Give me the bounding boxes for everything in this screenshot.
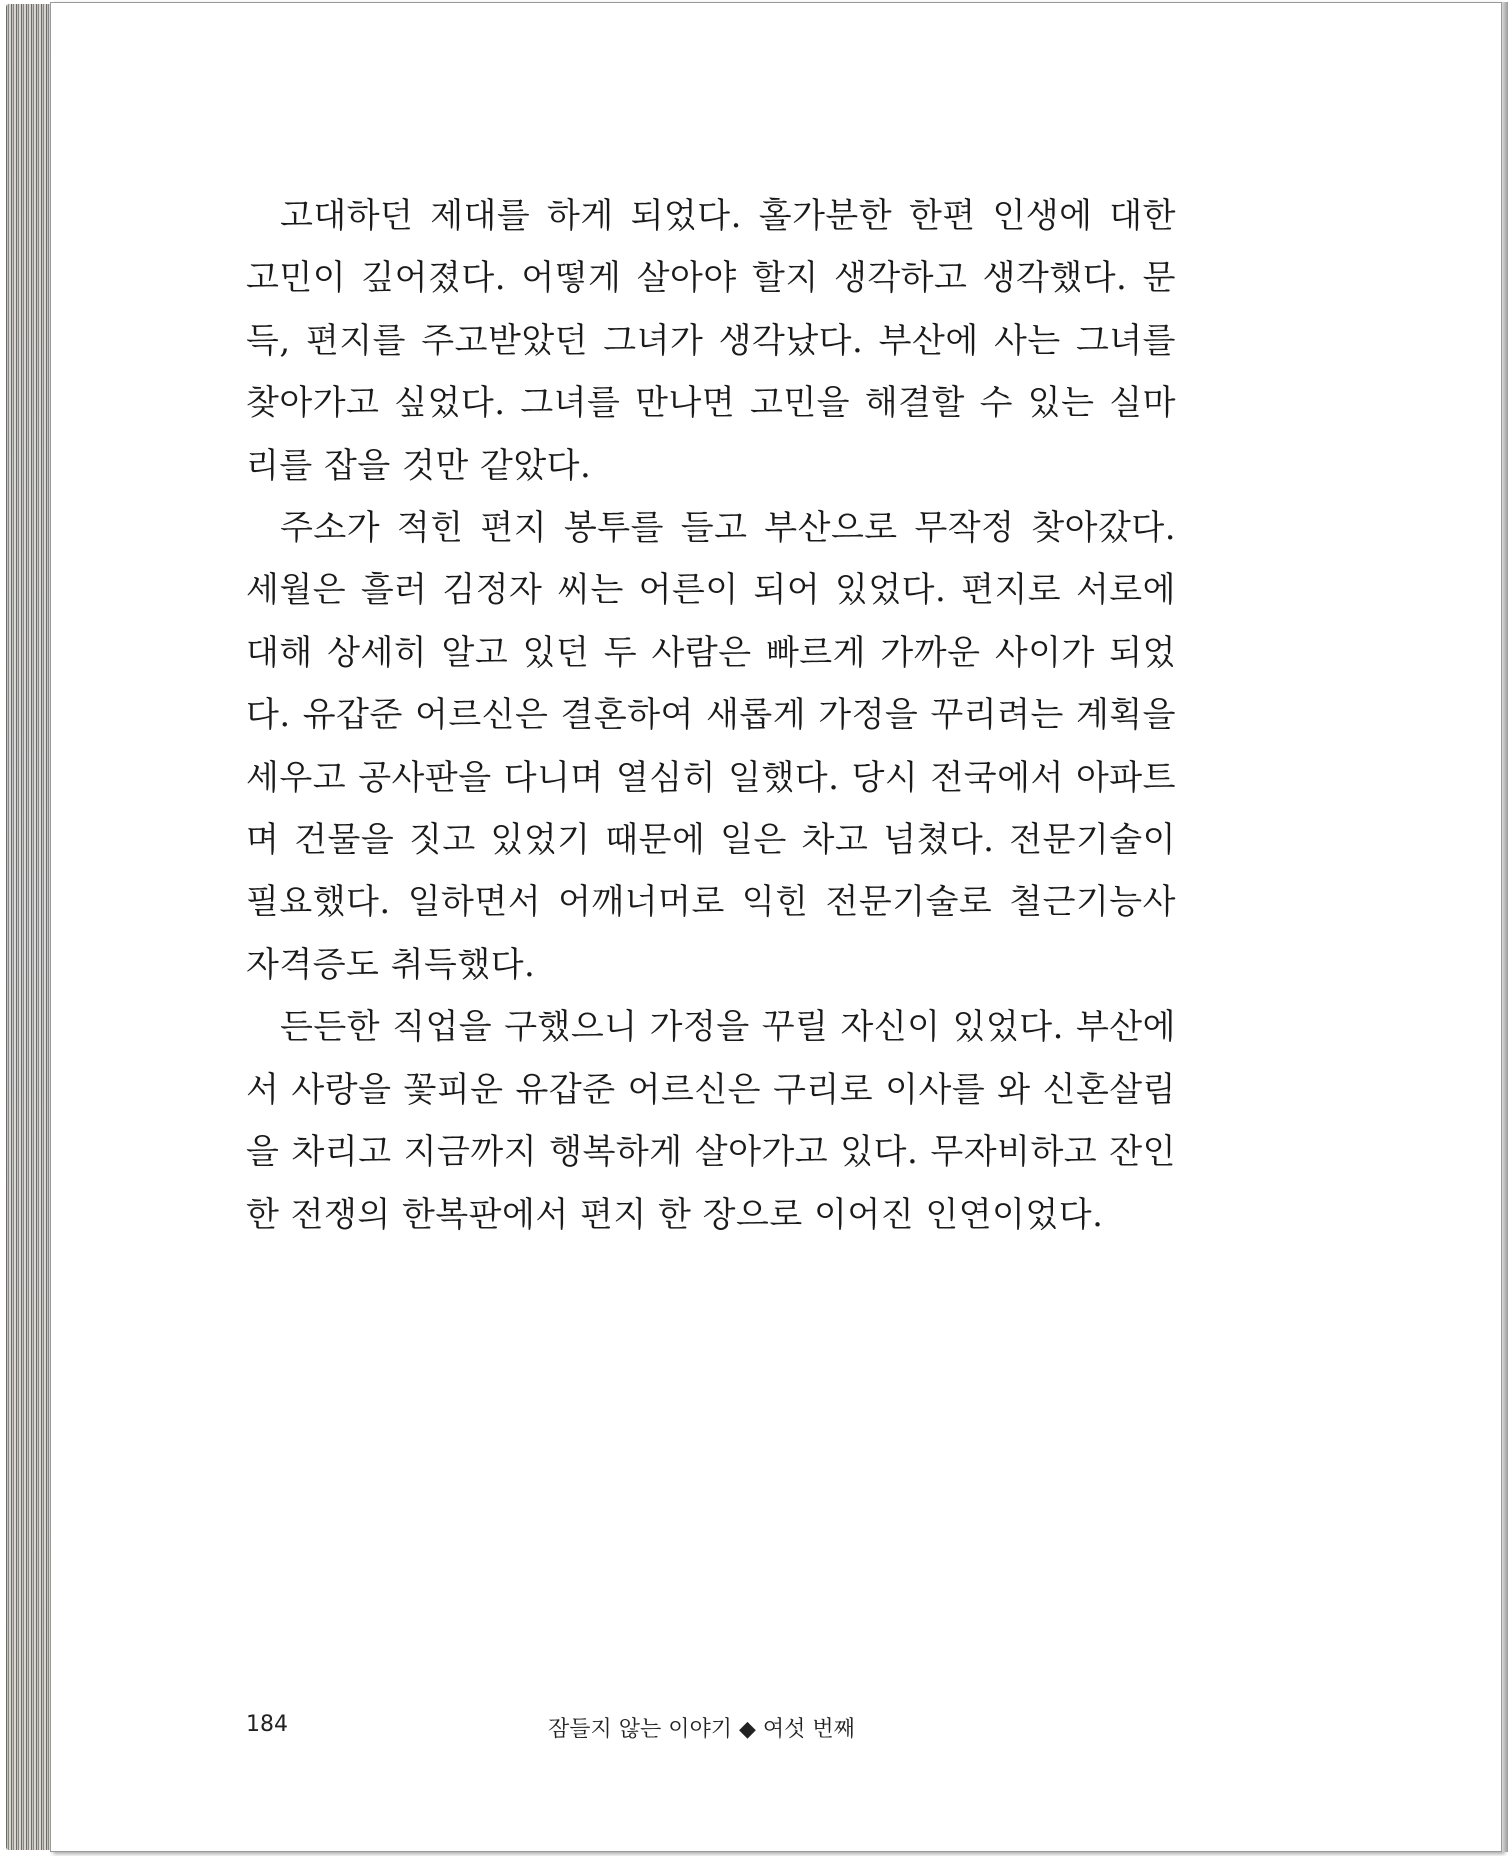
page-right-edge [1502,2,1508,1852]
page-footer [0,1712,1508,1742]
body-text [246,185,1176,1246]
paragraph-3: 든든한 직업을 구했으니 가정을 꾸릴 자신이 있었다. 부산에서 사랑을 꽃피운 유갑준 어르신은 구리로 이사를 와 신혼살림을 차리고 지금까지 행복하게 살아가고 있다. 무자비하고 잔인한 전쟁의 한복판에서 편지 한 장으로 이어진 인연이었다. [246,1007,1176,1235]
paragraph-2: 주소가 적힌 편지 봉투를 들고 부산으로 무작정 찾아갔다. 세월은 흘러 김정자 씨는 어른이 되어 있었다. 편지로 서로에 대해 상세히 알고 있던 두 사람은 빠르게 가까운 사이가 되었다. 유갑준 어르신은 결혼하여 새롭게 가정을 꾸리려는 계획을 세우고 공사판을 다니며 열심히 일했다. 당시 전국에서 아파트며 건물을 짓고 있었기 때문에 일은 차고 넘쳤다. 전문기술이 필요했다. 일하면서 어깨너머로 익힌 전문기술로 철근기능사 자격증도 취득했다. [246,508,1176,985]
paragraph-1: 고대하던 제대를 하게 되었다. 홀가분한 한편 인생에 대한 고민이 깊어졌다. 어떻게 살아야 할지 생각하고 생각했다. 문득, 편지를 주고받았던 그녀가 생각났다. 부산에 사는 그녀를 찾아가고 싶었다. 그녀를 만나면 고민을 해결할 수 있는 실마리를 잡을 것만 같았다. [246,196,1176,486]
running-title: 잠들지 않는 이야기 ◆ 여섯 번째 [548,1717,855,1742]
page-stack-edge [6,4,56,1850]
page-number: 184 [246,1712,288,1737]
